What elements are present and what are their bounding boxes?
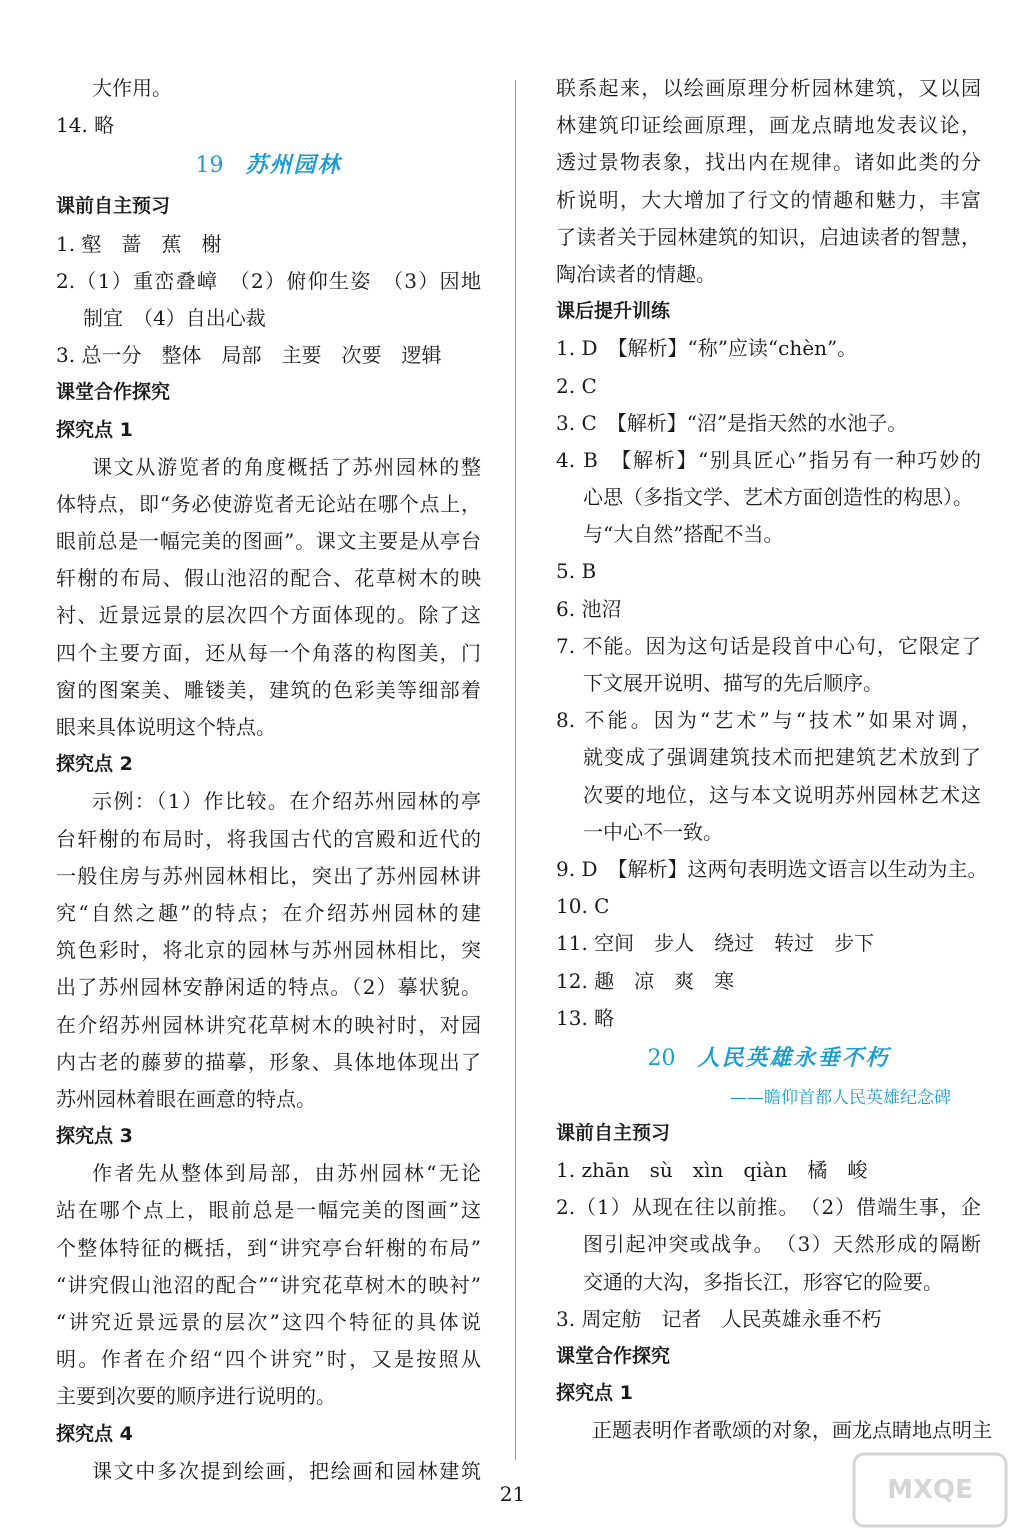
text-line: 2.（1）从现在往以前推。 （2）借端生事，企 bbox=[556, 1195, 981, 1220]
text-line: 下文展开说明、描写的先后顺序。 bbox=[583, 671, 883, 695]
text-line: 12. 趣 凉 爽 寒 bbox=[556, 968, 735, 993]
text-line: 9. D 【解析】这两句表明选文语言以生动为主。 bbox=[556, 856, 988, 881]
text-line: 陶冶读者的情趣。 bbox=[556, 261, 716, 286]
section-heading: 探究点 1 bbox=[56, 418, 133, 441]
text-line: 就变成了强调建筑技术而把建筑艺术放到了 bbox=[583, 745, 981, 770]
text-line: 台轩榭的布局时，将我国古代的宫殿和近代的 bbox=[56, 826, 481, 851]
section-heading: 课前自主预习 bbox=[56, 195, 171, 218]
text-line: 苏州园林着眼在画意的特点。 bbox=[56, 1086, 316, 1111]
page-number: 21 bbox=[499, 1482, 526, 1506]
text-line: 心思（多指文学、艺术方面创造性的构思）。 bbox=[583, 485, 973, 510]
text-line: 在介绍苏州园林讲究花草树木的映衬时，对园 bbox=[56, 1012, 481, 1037]
left-column bbox=[56, 70, 481, 1490]
text-line: 2. C bbox=[556, 373, 597, 398]
text-line: 7. 不能。因为这句话是段首中心句，它限定了 bbox=[556, 633, 981, 658]
text-line: 8. 不能。因为“艺术”与“技术”如果对调， bbox=[556, 708, 981, 733]
text-line: 究“自然之趣”的特点；在介绍苏州园林的建 bbox=[56, 900, 481, 925]
section-heading: 课后提升训练 bbox=[556, 300, 671, 323]
text-line: 制宜 （4）自出心裁 bbox=[83, 305, 266, 330]
text-line: 内古老的藤萝的描摹，形象、具体地体现出了 bbox=[56, 1049, 481, 1074]
text-line: 林建筑印证绘画原理，画龙点睛地发表议论， bbox=[556, 113, 981, 138]
column-divider bbox=[515, 80, 516, 1460]
text-line: 体特点，即“务必使游览者无论站在哪个点上， bbox=[56, 491, 481, 516]
lesson-number: 20 bbox=[647, 1045, 676, 1071]
lesson-name: 苏州园林 bbox=[245, 153, 342, 179]
right-column bbox=[556, 70, 992, 1450]
lesson-name: 人民英雄永垂不朽 bbox=[697, 1045, 890, 1071]
text-line: 图引起冲突或战争。 （3）天然形成的隔断 bbox=[583, 1232, 981, 1257]
svg-text:MXQE: MXQE bbox=[887, 1475, 973, 1505]
text-line: 一般住房与苏州园林相比，突出了苏州园林讲 bbox=[56, 863, 481, 888]
text-line: 站在哪个点上，眼前总是一幅完美的图画”这 bbox=[56, 1198, 481, 1223]
text-line: 交通的大沟，多指长江，形容它的险要。 bbox=[583, 1269, 943, 1294]
text-line: 筑色彩时，将北京的园林与苏州园林相比，突 bbox=[56, 938, 481, 963]
text-line: 眼前总是一幅完美的图画”。课文主要是从亭台 bbox=[56, 529, 481, 554]
text-line: 5. B bbox=[556, 559, 597, 584]
section-heading: 探究点 1 bbox=[556, 1382, 633, 1405]
text-line: 大作用。 bbox=[92, 76, 172, 100]
text-line: 眼来具体说明这个特点。 bbox=[56, 715, 276, 739]
text-line: 正题表明作者歌颂的对象，画龙点睛地点明主 bbox=[592, 1418, 992, 1443]
text-line: 个整体特征的概括，到“讲究亭台轩榭的布局” bbox=[56, 1235, 481, 1260]
watermark-logo bbox=[850, 1450, 1010, 1530]
lesson-subtitle: ——瞻仰首都人民英雄纪念碑 bbox=[730, 1087, 951, 1108]
text-line: 与“大自然”搭配不当。 bbox=[583, 522, 784, 547]
text-line: 明。作者在介绍“四个讲究”时，又是按照从 bbox=[56, 1347, 481, 1372]
text-line: 四个主要方面，还从每一个角落的构图美，门 bbox=[56, 640, 481, 665]
text-line: 析说明，大大增加了行文的情趣和魅力，丰富 bbox=[556, 187, 981, 212]
text-line: 作者先从整体到局部，由苏州园林“无论 bbox=[92, 1161, 481, 1186]
text-line: 窗的图案美、雕镂美，建筑的色彩美等细部着 bbox=[56, 677, 481, 702]
section-heading: 探究点 3 bbox=[56, 1125, 133, 1148]
text-line: 次要的地位，这与本文说明苏州园林艺术这 bbox=[583, 782, 981, 807]
text-line: 透过景物表象，找出内在规律。诸如此类的分 bbox=[556, 150, 981, 175]
text-line: 轩榭的布局、假山池沼的配合、花草树木的映 bbox=[56, 566, 481, 591]
text-line: 了读者关于园林建筑的知识，启迪读者的智慧， bbox=[556, 224, 981, 249]
text-line: 11. 空间 步人 绕过 转过 步下 bbox=[556, 931, 875, 956]
lesson-title bbox=[56, 144, 481, 188]
section-heading: 探究点 4 bbox=[56, 1422, 133, 1445]
text-line: 一中心不一致。 bbox=[583, 819, 723, 844]
text-line: “讲究假山池沼的配合”“讲究花草树木的映衬” bbox=[56, 1272, 481, 1297]
text-line: 10. C bbox=[556, 894, 610, 919]
text-line: 3. 总一分 整体 局部 主要 次要 逻辑 bbox=[56, 343, 442, 368]
text-line: 课文从游览者的角度概括了苏州园林的整 bbox=[92, 454, 481, 479]
text-line: 14. 略 bbox=[56, 113, 115, 138]
text-line: 2.（1）重峦叠嶂 （2）俯仰生姿 （3）因地 bbox=[56, 268, 481, 293]
text-line: 13. 略 bbox=[556, 1005, 615, 1030]
section-heading: 课堂合作探究 bbox=[556, 1345, 671, 1367]
section-heading: 课堂合作探究 bbox=[56, 381, 171, 404]
section-heading: 探究点 2 bbox=[56, 753, 133, 776]
text-line: 1. 壑 蔷 蕉 榭 bbox=[56, 231, 222, 256]
text-line: 1. zhān sù xìn qiàn 橘 峻 bbox=[556, 1158, 868, 1183]
lesson-title bbox=[556, 1037, 981, 1081]
text-line: 1. D 【解析】“称”应读“chèn”。 bbox=[556, 336, 858, 361]
text-line: 3. 周定舫 记者 人民英雄永垂不朽 bbox=[556, 1306, 882, 1331]
text-line: 6. 池沼 bbox=[556, 596, 622, 621]
text-line: 联系起来，以绘画原理分析园林建筑，又以园 bbox=[556, 76, 981, 100]
text-line: 4. B 【解析】“别具匠心”指另有一种巧妙的 bbox=[556, 447, 981, 472]
text-line: 衬、近景远景的层次四个方面体现的。除了这 bbox=[56, 603, 481, 628]
text-line: 示例：（1）作比较。在介绍苏州园林的亭 bbox=[92, 789, 481, 814]
text-line: 课文中多次提到绘画，把绘画和园林建筑 bbox=[92, 1458, 481, 1483]
text-line: 出了苏州园林安静闲适的特点。（2）摹状貌。 bbox=[56, 975, 481, 1000]
text-line: 主要到次要的顺序进行说明的。 bbox=[56, 1384, 336, 1409]
lesson-number: 19 bbox=[195, 153, 224, 179]
section-heading: 课前自主预习 bbox=[556, 1121, 671, 1144]
text-line: “讲究近景远景的层次”这四个特征的具体说 bbox=[56, 1310, 481, 1334]
text-line: 3. C 【解析】“沼”是指天然的水池子。 bbox=[556, 410, 908, 435]
